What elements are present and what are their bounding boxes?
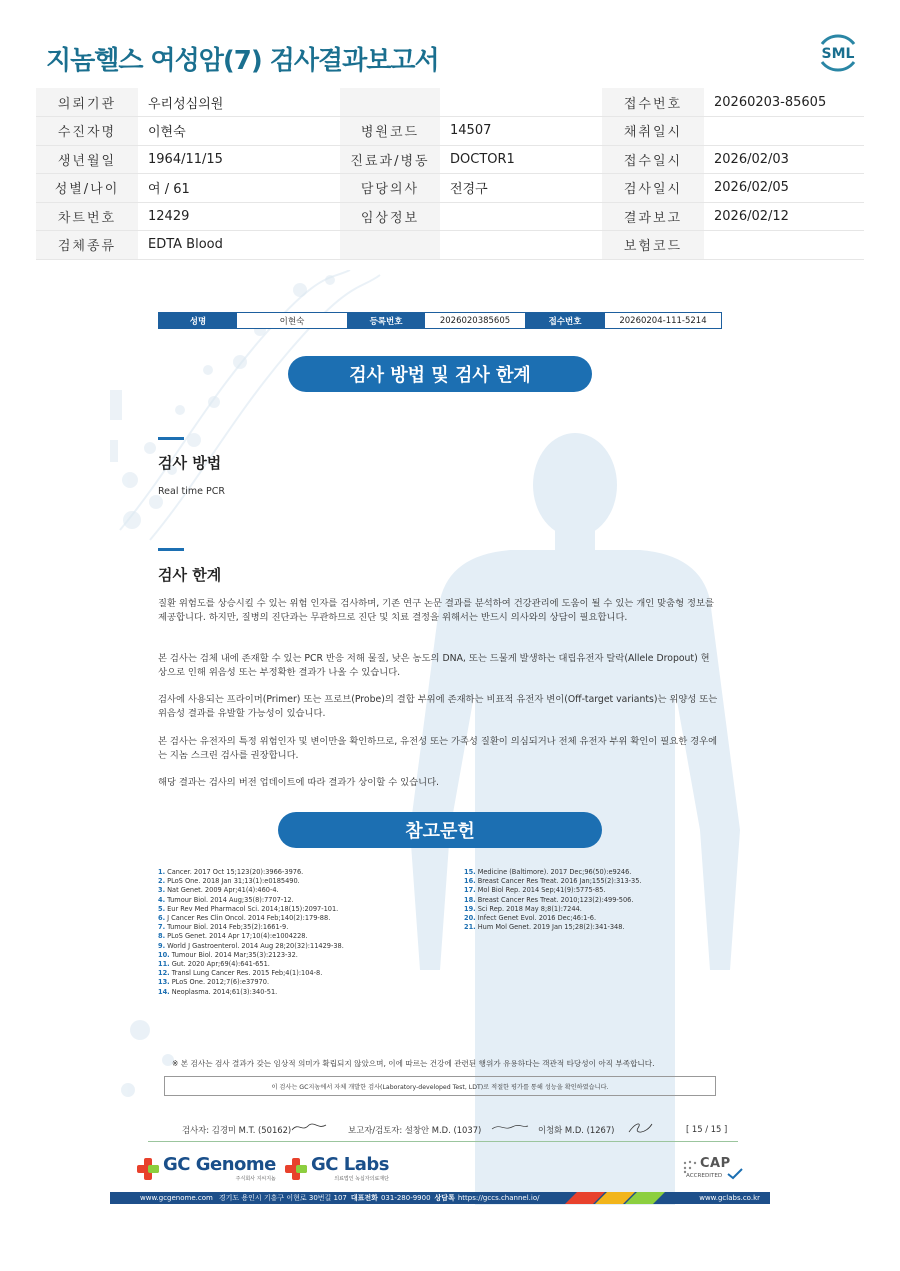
cap-dots-icon	[682, 1160, 698, 1174]
reference-text: Tumour Biol. 2014 Mar;35(3):2123-32.	[171, 950, 298, 959]
info-label: 성별/나이	[36, 174, 138, 203]
methods-section-pill: 검사 방법 및 검사 한계	[288, 356, 592, 392]
info-row	[36, 231, 864, 260]
director-signature	[626, 1120, 654, 1136]
footer-stripes	[565, 1192, 685, 1204]
reference-number: 9.	[158, 941, 166, 950]
info-label: 채취일시	[602, 117, 704, 146]
info-value: DOCTOR1	[440, 145, 602, 174]
footer-site: www.gcgenome.com	[140, 1194, 213, 1202]
patient-info-table	[36, 88, 864, 260]
reference-item	[464, 868, 642, 877]
info-value: 이현숙	[138, 117, 340, 146]
info-label: 접수번호	[602, 88, 704, 117]
info-label: 접수일시	[602, 145, 704, 174]
info-value: EDTA Blood	[138, 231, 340, 260]
info-value	[440, 231, 602, 260]
gc-labs-sub: 의료법인 녹십자의료재단	[334, 1176, 389, 1182]
reference-number: 6.	[158, 914, 166, 923]
reference-number: 1.	[158, 868, 166, 876]
reference-text: PLoS Genet. 2014 Apr 17;10(4):e1004228.	[167, 932, 308, 941]
reference-text: Neoplasma. 2014;61(3):340-51.	[171, 987, 278, 996]
reference-text: Infect Genet Evol. 2016 Dec;46:1-6.	[477, 914, 597, 923]
reference-item	[464, 923, 642, 932]
footer-phone: 031-280-9900	[380, 1194, 431, 1202]
reference-number: 2.	[158, 877, 166, 886]
info-value	[440, 202, 602, 231]
footer-bar	[110, 1192, 770, 1204]
report-title: 지놈헬스 여성암(7) 검사결과보고서	[46, 46, 439, 76]
method-accent-bar	[158, 437, 184, 440]
footer-divider	[148, 1141, 738, 1142]
reference-number: 20.	[464, 914, 476, 923]
reference-number: 7.	[158, 923, 166, 932]
reference-text: Gut. 2020 Apr;69(4):641-651.	[171, 960, 270, 969]
reference-text: Medicine (Baltimore). 2017 Dec;96(50):e9246.	[477, 868, 632, 876]
reviewer-signature	[490, 1120, 530, 1134]
reference-number: 8.	[158, 932, 166, 941]
reference-item	[464, 886, 642, 895]
info-label: 병원코드	[340, 117, 440, 146]
info-row	[36, 117, 864, 146]
reference-text: Tumour Biol. 2014 Aug;35(8):7707-12.	[167, 895, 294, 904]
reference-item	[158, 923, 344, 932]
reference-number: 13.	[158, 978, 170, 987]
info-label: 의뢰기관	[36, 88, 138, 117]
id-reg-label: 등록번호	[347, 313, 425, 328]
director-signer: 이청화 M.D. (1267)	[538, 1125, 615, 1135]
reference-text: PLoS One. 2018 Jan 31;13(1):e0185490.	[167, 877, 300, 886]
gc-cross-icon	[136, 1157, 160, 1181]
info-label: 검사일시	[602, 174, 704, 203]
gc-genome-sub: 주식회사 지씨지놈	[235, 1176, 276, 1182]
info-value	[704, 117, 864, 146]
reference-number: 16.	[464, 877, 476, 886]
cap-text: CAP	[700, 1156, 731, 1171]
reference-item	[158, 896, 344, 905]
info-label: 생년월일	[36, 145, 138, 174]
id-reg-value: 2026020385605	[425, 313, 525, 328]
reference-number: 3.	[158, 886, 166, 895]
sml-logo	[814, 30, 862, 76]
reference-number: 17.	[464, 886, 476, 895]
info-value: 14507	[440, 117, 602, 146]
reference-item	[158, 868, 344, 877]
cap-sub-text: ACCREDITED	[686, 1173, 723, 1179]
method-title: 검사 방법	[158, 454, 222, 472]
reference-item	[158, 969, 344, 978]
info-label: 임상정보	[340, 202, 440, 231]
limits-paragraph: 본 검사는 검체 내에 존재할 수 있는 PCR 반응 저해 물질, 낮은 농도의 DNA, 또는 드물게 발생하는 대립유전자 탈락(Allele Dropout) 현상으로 인해 위음성 또는 부정확한 결과가 나올 수 있습니다.	[158, 653, 710, 678]
limits-title: 검사 한계	[158, 566, 222, 584]
limits-paragraph: 본 검사는 유전자의 특정 위험인자 및 변이만을 확인하므로, 유전성 또는 가족성 질환이 의심되거나 전체 유전자 부위 확인이 필요한 경우에는 지놈 스크린 검사를 권장합니다.	[158, 736, 718, 761]
info-value: 20260203-85605	[704, 88, 864, 117]
info-value: 2026/02/03	[704, 145, 864, 174]
reference-text: Breast Cancer Res Treat. 2016 Jan;155(2):313-35.	[477, 877, 642, 886]
reference-item	[158, 877, 344, 886]
reference-text: Tumour Biol. 2014 Feb;35(2):1661-9.	[167, 923, 289, 932]
reference-text: Transl Lung Cancer Res. 2015 Feb;4(1):104-8.	[171, 969, 323, 978]
info-value: 우리성심의원	[138, 88, 340, 117]
footer-address: 경기도 용인시 기흥구 이현로 30번길 107	[218, 1194, 347, 1202]
id-name-label: 성명	[159, 313, 237, 328]
info-value: 여 / 61	[138, 174, 340, 203]
footer-consult: https://gccs.channel.io/	[457, 1194, 540, 1202]
references-list-left	[158, 868, 344, 997]
info-value: 전경구	[440, 174, 602, 203]
id-rcpt-label: 접수번호	[525, 313, 605, 328]
reference-number: 4.	[158, 895, 166, 904]
reference-text: World J Gastroenterol. 2014 Aug 28;20(32):11429-38.	[167, 941, 344, 950]
gc-labs-logo	[284, 1156, 389, 1182]
limits-paragraph: 질환 위험도를 상승시킬 수 있는 위험 인자를 검사하며, 기존 연구 논문 결과를 분석하여 건강관리에 도움이 될 수 있는 개인 맞춤형 정보를 제공합니다. 하지만, 질병의 진단과는 무관하므로 진단 및 치료 결정을 위해서는 반드시 의사와의 상담이 필요합니다.	[158, 598, 715, 623]
info-label	[340, 88, 440, 117]
info-label: 검체종류	[36, 231, 138, 260]
reference-number: 19.	[464, 904, 476, 913]
footer-consult-label: 상담톡	[434, 1194, 455, 1202]
disclaimer-note: ※ 본 검사는 검사 결과가 갖는 임상적 의미가 확립되지 않았으며, 이에 따르는 건강에 관련된 행위가 유용하다는 객관적 타당성이 아직 부족합니다.	[172, 1059, 655, 1068]
reference-item	[158, 978, 344, 987]
info-label: 보험코드	[602, 231, 704, 260]
reference-number: 10.	[158, 950, 170, 959]
gc-genome-logo	[136, 1156, 276, 1182]
reference-item	[464, 877, 642, 886]
reference-item	[158, 951, 344, 960]
reference-text: Breast Cancer Res Treat. 2010;123(2):499-506.	[477, 895, 634, 904]
reference-text: PLoS One. 2012;7(6):e37970.	[171, 978, 270, 987]
footer-contact	[140, 1192, 539, 1204]
patient-id-bar	[158, 312, 722, 329]
method-value: Real time PCR	[158, 486, 225, 497]
gc-cross-icon	[284, 1157, 308, 1181]
references-list-right	[464, 868, 642, 932]
ldt-note-text: 이 검사는 GC지놈에서 자체 개발한 검사(Laboratory-developed Test, LDT)로 적절한 평가를 통해 성능을 확인하였습니다.	[271, 1083, 609, 1091]
reference-number: 5.	[158, 904, 166, 913]
reference-item	[464, 905, 642, 914]
reference-number: 12.	[158, 969, 170, 978]
id-name-value: 이현숙	[237, 313, 347, 328]
reference-item	[158, 988, 344, 997]
reference-text: Eur Rev Med Pharmacol Sci. 2014;18(15):2097-101.	[167, 904, 339, 913]
footer-phone-label: 대표전화	[350, 1194, 378, 1202]
reference-item	[158, 960, 344, 969]
reference-number: 15.	[464, 868, 476, 876]
ldt-note-box	[164, 1076, 716, 1096]
reference-text: Cancer. 2017 Oct 15;123(20):3966-3976.	[167, 868, 304, 876]
info-label: 결과보고	[602, 202, 704, 231]
reference-item	[158, 914, 344, 923]
info-label: 담당의사	[340, 174, 440, 203]
reference-item	[464, 896, 642, 905]
info-label: 수진자명	[36, 117, 138, 146]
reviewer-signer: 보고자/검토자: 설창안 M.D. (1037)	[348, 1125, 482, 1135]
id-rcpt-value: 20260204-111-5214	[605, 313, 721, 328]
info-value: 2026/02/05	[704, 174, 864, 203]
references-section-pill: 참고문헌	[278, 812, 602, 848]
info-label	[340, 231, 440, 260]
info-row	[36, 88, 864, 117]
tester-signature	[290, 1120, 330, 1134]
reference-item	[158, 942, 344, 951]
reference-number: 21.	[464, 923, 476, 932]
limits-paragraph: 해당 결과는 검사의 버전 업데이트에 따라 결과가 상이할 수 있습니다.	[158, 777, 440, 788]
limits-paragraph: 검사에 사용되는 프라이머(Primer) 또는 프로브(Probe)의 결합 부위에 존재하는 비표적 유전자 변이(Off-target variants)는 위양성 또는 위음성 결과를 유발할 가능성이 있습니다.	[158, 694, 718, 719]
reference-number: 11.	[158, 960, 170, 969]
checkmark-icon	[726, 1168, 744, 1180]
reference-text: Nat Genet. 2009 Apr;41(4):460-4.	[167, 886, 279, 895]
info-value	[440, 88, 602, 117]
page-indicator: [ 15 / 15 ]	[686, 1124, 728, 1134]
reference-text: Hum Mol Genet. 2019 Jan 15;28(2):341-348.	[477, 923, 625, 932]
reference-number: 18.	[464, 895, 476, 904]
reference-text: Sci Rep. 2018 May 8;8(1):7244.	[477, 904, 582, 913]
gc-genome-wordmark: GC Genome	[163, 1154, 276, 1175]
reference-item	[464, 914, 642, 923]
info-label: 진료과/병동	[340, 145, 440, 174]
reference-item	[158, 905, 344, 914]
info-value	[704, 231, 864, 260]
report-page	[110, 270, 770, 1205]
info-label: 차트번호	[36, 202, 138, 231]
info-value: 2026/02/12	[704, 202, 864, 231]
limits-accent-bar	[158, 548, 184, 551]
info-row	[36, 202, 864, 231]
sml-logo-text: SML	[821, 46, 855, 62]
gc-labs-wordmark: GC Labs	[311, 1154, 389, 1175]
info-value: 12429	[138, 202, 340, 231]
info-row	[36, 145, 864, 174]
reference-text: J Cancer Res Clin Oncol. 2014 Feb;140(2):179-88.	[167, 914, 331, 923]
reference-item	[158, 932, 344, 941]
info-value: 1964/11/15	[138, 145, 340, 174]
info-row	[36, 174, 864, 203]
reference-number: 14.	[158, 987, 170, 996]
reference-text: Mol Biol Rep. 2014 Sep;41(9):5775-85.	[477, 886, 606, 895]
footer-labs-site: www.gclabs.co.kr	[699, 1194, 760, 1202]
tester-signer: 검사자: 김경미 M.T. (50162)	[182, 1125, 292, 1135]
reference-item	[158, 886, 344, 895]
